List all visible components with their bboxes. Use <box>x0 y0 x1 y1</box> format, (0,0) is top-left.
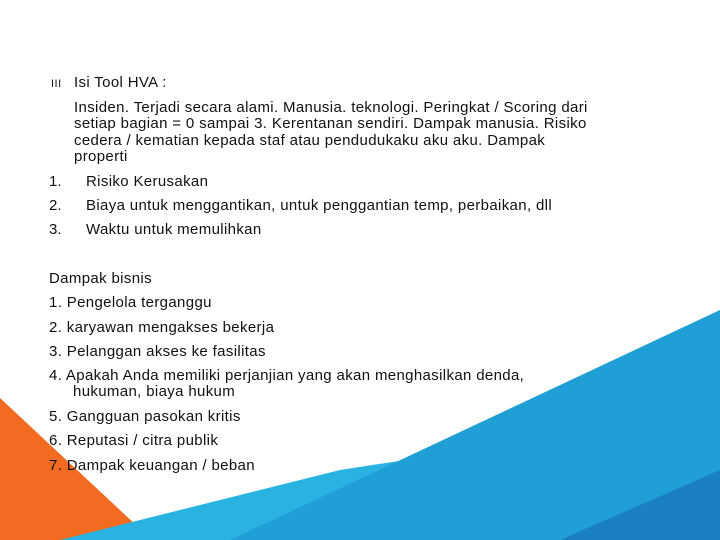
section-heading: Dampak bisnis <box>49 270 152 287</box>
list-number: 1. <box>49 173 62 190</box>
list-number: 2. <box>49 197 62 214</box>
list-item: 6. Reputasi / citra publik <box>49 432 219 449</box>
list-item: 4. Apakah Anda memiliki perjanjian yang akan menghasilkan denda, <box>49 367 525 384</box>
list-number: 3. <box>49 221 62 238</box>
list-item: 5. Gangguan pasokan kritis <box>49 408 241 425</box>
paragraph-line: setiap bagian = 0 sampai 3. Kerentanan sendiri. Dampak manusia. Risiko <box>74 115 587 132</box>
list-item-continuation: hukuman, biaya hukum <box>73 383 236 400</box>
list-item: 2. karyawan mengakses bekerja <box>49 319 275 336</box>
section-title: Isi Tool HVA : <box>74 74 167 91</box>
paragraph-line: properti <box>74 148 128 165</box>
list-item: Risiko Kerusakan <box>86 173 209 190</box>
list-item: 1. Pengelola terganggu <box>49 294 212 311</box>
list-item: 7. Dampak keuangan / beban <box>49 457 255 474</box>
list-item: 3. Pelanggan akses ke fasilitas <box>49 343 266 360</box>
list-item: Waktu untuk memulihkan <box>86 221 262 238</box>
section-bullet: III <box>51 78 62 90</box>
list-item: Biaya untuk menggantikan, untuk penggantian temp, perbaikan, dll <box>86 197 553 214</box>
paragraph-line: Insiden. Terjadi secara alami. Manusia. teknologi. Peringkat / Scoring dari <box>74 99 588 116</box>
paragraph-line: cedera / kematian kepada staf atau pendudukaku aku aku. Dampak <box>74 132 546 149</box>
